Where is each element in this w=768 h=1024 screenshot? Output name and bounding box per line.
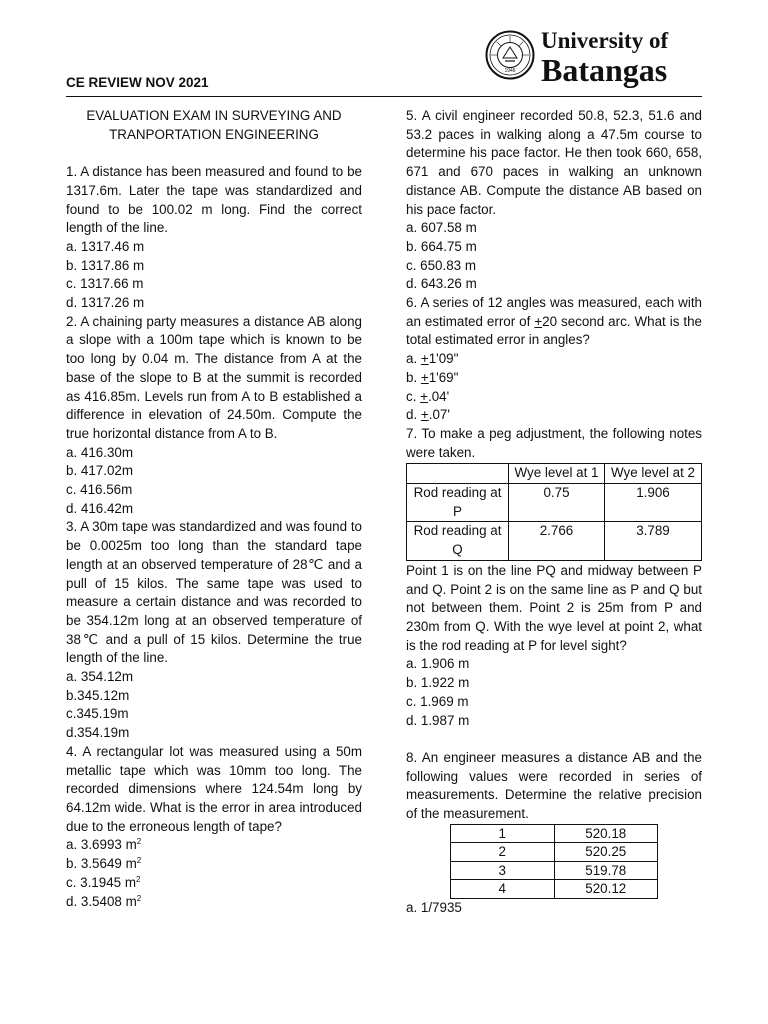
table-cell: 2 bbox=[451, 843, 555, 862]
measurements-table bbox=[450, 824, 658, 899]
table-cell: 520.18 bbox=[554, 824, 658, 843]
table-cell: 3 bbox=[451, 861, 555, 880]
question-3-choice-b: b.345.12m bbox=[66, 687, 130, 703]
university-name-line1: University of bbox=[541, 28, 669, 53]
table-header-wye-1: Wye level at 1 bbox=[509, 464, 605, 484]
table-cell: 3.789 bbox=[605, 522, 702, 560]
question-2-choice-c: c. 416.56m bbox=[66, 482, 133, 498]
table-header-wye-2: Wye level at 2 bbox=[605, 464, 702, 484]
table-cell: 520.25 bbox=[554, 843, 658, 862]
question-8-text: 8. An engineer measures a distance AB and the following values were recorded in series of measurements. Determine the relative precision of the measurement. bbox=[406, 749, 702, 821]
plus-minus-sign: + bbox=[420, 407, 429, 423]
question-7-choice-c: c. 1.969 m bbox=[406, 693, 469, 709]
table-row bbox=[407, 464, 702, 484]
spacer bbox=[66, 144, 362, 163]
question-5-choice-b: b. 664.75 m bbox=[406, 238, 477, 254]
question-4-choice-c: c. 3.1945 $m^2$ bbox=[66, 874, 141, 890]
question-1-choice-a: a. 1317.46 m bbox=[66, 238, 145, 254]
question-5-choice-d: d. 643.26 m bbox=[406, 276, 477, 292]
table-row bbox=[451, 880, 658, 899]
table-row-label: Rod reading at Q bbox=[407, 522, 509, 560]
question-7-choice-a: a. 1.906 m bbox=[406, 656, 470, 672]
unit-exponent: 2 bbox=[135, 874, 141, 884]
table-cell: 520.12 bbox=[554, 880, 658, 899]
seal-year: 1946 bbox=[504, 68, 516, 74]
table-row bbox=[451, 843, 658, 862]
table-cell: 0.75 bbox=[509, 484, 605, 522]
university-seal-icon bbox=[485, 30, 535, 80]
university-name-line2: Batangas bbox=[541, 52, 668, 88]
question-2-choice-a: a. 416.30m bbox=[66, 444, 133, 460]
question-6-choice-d: d. +.07' bbox=[406, 407, 450, 423]
question-3-text: 3. A 30m tape was standardized and was found to be 0.0025m too long than the standard tape length at an observed temperature of 28℃ and a pull of 15 kilos. The same tape was used to measure a certain distance and was recorded to be 354.12m long at an observed temperature of 38℃ and a pull of 15 kilos. Determine the true length of the line. bbox=[66, 519, 362, 666]
question-5-choice-a: a. 607.58 m bbox=[406, 220, 477, 236]
unit-exponent: 2 bbox=[136, 856, 142, 866]
table-cell: 1.906 bbox=[605, 484, 702, 522]
question-4-choice-a: a. 3.6993 $m^2$ bbox=[66, 837, 142, 853]
question-7-choice-d: d. 1.987 m bbox=[406, 712, 470, 728]
spacer bbox=[406, 730, 702, 749]
question-3-choice-d: d.354.19m bbox=[66, 725, 130, 741]
question-7-text-2: Point 1 is on the line PQ and midway between P and Q. Point 2 is on the same line as P and Q but not between them. Point 2 is 25m from P and 230m from Q. With the wye level at point 2, what is the rod reading at P for level sight? bbox=[406, 562, 702, 653]
question-6-choice-a: a. +1'09" bbox=[406, 351, 459, 367]
question-1-choice-b: b. 1317.86 m bbox=[66, 257, 145, 273]
exam-title-line1: EVALUATION EXAM IN SURVEYING AND bbox=[86, 108, 342, 123]
table-cell: 1 bbox=[451, 824, 555, 843]
table-cell: 519.78 bbox=[554, 861, 658, 880]
question-5-text: 5. A civil engineer recorded 50.8, 52.3, 51.6 and 53.2 paces in walking along a 47.5m course to determine his pace factor. He then took 660, 658, 671 and 670 paces in walking an unknown distance AB. Compute the distance AB based on his pace factor. bbox=[406, 108, 702, 217]
right-column bbox=[406, 107, 702, 917]
plus-minus-sign: + bbox=[420, 351, 429, 367]
question-1-text: 1. A distance has been measured and found to be 1317.6m. Later the tape was standardized and found to be 100.02 m long. Find the correct length of the line. bbox=[66, 164, 362, 236]
question-2-choice-d: d. 416.42m bbox=[66, 500, 133, 516]
question-6-choice-c: c. +.04' bbox=[406, 388, 450, 404]
table-row bbox=[451, 824, 658, 843]
table-cell: 2.766 bbox=[509, 522, 605, 560]
header-divider bbox=[66, 96, 702, 97]
question-1-choice-c: c. 1317.66 m bbox=[66, 276, 144, 292]
question-3-choice-a: a. 354.12m bbox=[66, 669, 133, 685]
question-4-text: 4. A rectangular lot was measured using a 50m metallic tape which was 10mm too long. The recorded dimensions where 124.54m long by 64.12m wide. What is the error in area introduced due to the erroneous length of tape? bbox=[66, 743, 362, 834]
unit-exponent: 2 bbox=[136, 893, 142, 903]
question-2-choice-b: b. 417.02m bbox=[66, 463, 133, 479]
plus-minus-sign: + bbox=[420, 369, 429, 385]
question-6-text: 6. A series of 12 angles was measured, each with an estimated error of +20 second arc. What is the total estimated error in angles? bbox=[406, 295, 702, 348]
plus-minus-sign: + bbox=[420, 388, 428, 404]
question-7-text: 7. To make a peg adjustment, the following notes were taken. bbox=[406, 425, 702, 460]
plus-minus-sign: + bbox=[534, 313, 543, 329]
exam-title-line2: TRANPORTATION ENGINEERING bbox=[109, 126, 319, 142]
table-row-label: Rod reading at P bbox=[407, 484, 509, 522]
university-logo bbox=[485, 28, 725, 88]
question-2-text: 2. A chaining party measures a distance AB along a slope with a 100m tape which is known to be too long by 0.04 m. The distance from A at the base of the slope to B at the summit is recorded as 416.85m. Levels run from A to B established a difference in elevation of 24.50m. Compute the true horizontal distance from A to B. bbox=[66, 313, 362, 441]
question-8-choice-a: a. 1/7935 bbox=[406, 899, 462, 915]
unit-exponent: 2 bbox=[136, 837, 142, 847]
table-cell-empty bbox=[407, 464, 509, 484]
table-row bbox=[451, 861, 658, 880]
left-column bbox=[66, 107, 362, 911]
question-4-choice-b: b. 3.5649 $m^2$ bbox=[66, 856, 142, 872]
peg-adjustment-table bbox=[406, 463, 702, 561]
table-cell: 4 bbox=[451, 880, 555, 899]
review-label: CE REVIEW NOV 2021 bbox=[66, 75, 209, 90]
question-1-choice-d: d. 1317.26 m bbox=[66, 295, 145, 311]
table-row bbox=[407, 522, 702, 560]
question-3-choice-c: c.345.19m bbox=[66, 706, 129, 722]
question-5-choice-c: c. 650.83 m bbox=[406, 257, 476, 273]
question-4-choice-d: d. 3.5408 $m^2$ bbox=[66, 893, 142, 909]
table-row bbox=[407, 484, 702, 522]
question-7-choice-b: b. 1.922 m bbox=[406, 675, 470, 691]
question-6-choice-b: b. +1'69" bbox=[406, 369, 459, 385]
